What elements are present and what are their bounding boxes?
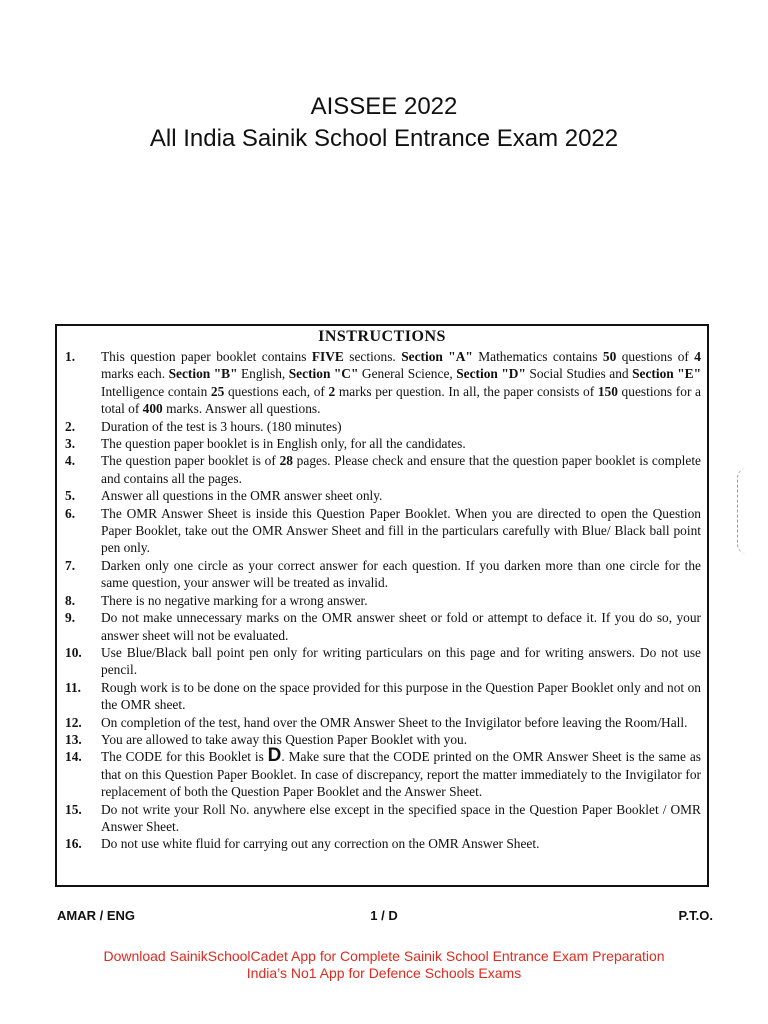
instruction-item <box>57 835 707 852</box>
instruction-item <box>57 505 707 557</box>
instruction-item <box>57 714 707 731</box>
instruction-number: 4. <box>65 453 76 469</box>
instruction-item <box>57 452 707 487</box>
instruction-number: 1. <box>65 349 76 364</box>
promo-line-2: India’s No1 App for Defence Schools Exams <box>246 965 522 981</box>
instruction-text: Do not make unnecessary marks on the OMR answer sheet or fold or attempt to deface it. If you do so, your answer sheet will not be evaluated. <box>101 610 701 643</box>
instruction-text: Answer all questions in the OMR answer sheet only. <box>101 488 383 504</box>
instruction-item <box>57 745 707 800</box>
instruction-number: 11. <box>65 679 81 695</box>
page-edge-mark <box>737 468 758 554</box>
instructions-heading: INSTRUCTIONS <box>318 328 446 345</box>
instruction-number: 3. <box>65 436 76 452</box>
instruction-number: 7. <box>65 557 76 573</box>
instruction-text: On completion of the test, hand over the OMR Answer Sheet to the Invigilator before leaving the Room/Hall. <box>101 714 688 730</box>
instruction-number: 15. <box>65 801 82 817</box>
instruction-item <box>57 609 707 644</box>
instruction-number: 8. <box>65 592 76 608</box>
instruction-number: 14. <box>65 749 82 765</box>
instruction-item <box>57 592 707 609</box>
instruction-number: 12. <box>65 714 82 730</box>
instruction-text: Do not write your Roll No. anywhere else except in the specified space in the Question Paper Booklet / OMR Answer Sheet. <box>101 801 701 834</box>
instruction-item <box>57 644 707 679</box>
instruction-text: There is no negative marking for a wrong answer. <box>101 592 368 608</box>
instruction-text: The OMR Answer Sheet is inside this Question Paper Booklet. When you are directed to open the Question Paper Booklet, take out the OMR Answer Sheet and fill in the particulars carefully with Blue/ Black ball point pen only. <box>101 505 701 556</box>
instruction-item <box>57 801 707 836</box>
instruction-item <box>57 557 707 592</box>
instruction-item <box>57 679 707 714</box>
promo-line-1: Download SainikSchoolCadet App for Complete Sainik School Entrance Exam Preparation <box>103 948 665 964</box>
instruction-text: This question paper booklet contains FIVE sections. Section "A" Mathematics contains 50 questions of 4 marks each. Section "B" English, Section "C" General Science, Section "D" Social Studies and Section "E" Intelligence contain 25 questions each, of 2 marks per question. In all, the paper consists of 150 questions for a total of 400 marks. Answer all questions. <box>101 349 701 417</box>
instruction-text: Darken only one circle as your correct answer for each question. If you darken more than one circle for the same question, your answer will be treated as invalid. <box>101 557 701 591</box>
instruction-number: 2. <box>65 418 76 434</box>
instruction-text: Use Blue/Black ball point pen only for writing particulars on this page and for writing answers. Do not use pencil. <box>101 644 701 678</box>
page-title-line1: AISSEE 2022 <box>310 93 458 120</box>
instruction-number: 16. <box>65 836 82 852</box>
instruction-item <box>57 418 707 435</box>
footer-pto: P.T.O. <box>678 908 713 923</box>
instruction-text: You are allowed to take away this Question Paper Booklet with you. <box>101 731 468 747</box>
instruction-number: 9. <box>65 610 76 626</box>
instruction-number: 10. <box>65 644 82 660</box>
instruction-text: Do not use white fluid for carrying out any correction on the OMR Answer Sheet. <box>101 836 540 852</box>
instruction-number: 13. <box>65 731 82 747</box>
footer-booklet-id: AMAR / ENG <box>57 908 135 923</box>
instruction-text: The question paper booklet is in English only, for all the candidates. <box>101 436 466 452</box>
instruction-text: Duration of the test is 3 hours. (180 minutes) <box>101 418 342 434</box>
instruction-text: Rough work is to be done on the space provided for this purpose in the Question Paper Booklet only and not on the OMR sheet. <box>101 679 701 713</box>
instruction-item <box>57 348 707 418</box>
page-title-line2: All India Sainik School Entrance Exam 2022 <box>149 125 619 152</box>
instruction-item <box>57 487 707 504</box>
footer-page-number: 1 / D <box>370 908 398 923</box>
instructions-box <box>55 324 709 887</box>
instructions-list <box>57 348 707 853</box>
instruction-item <box>57 435 707 452</box>
instruction-text: The question paper booklet is of 28 pages. Please check and ensure that the question paper booklet is complete and contains all the pages. <box>101 453 701 486</box>
instruction-item <box>57 731 707 748</box>
instruction-number: 6. <box>65 505 76 521</box>
instruction-text: The CODE for this Booklet is D. Make sure that the CODE printed on the OMR Answer Sheet is the same as that on this Question Paper Booklet. In case of discrepancy, report the matter immediately to the Invigilator for replacement of both the Question Paper Booklet and the Answer Sheet. <box>101 745 701 800</box>
instruction-number: 5. <box>65 488 76 504</box>
